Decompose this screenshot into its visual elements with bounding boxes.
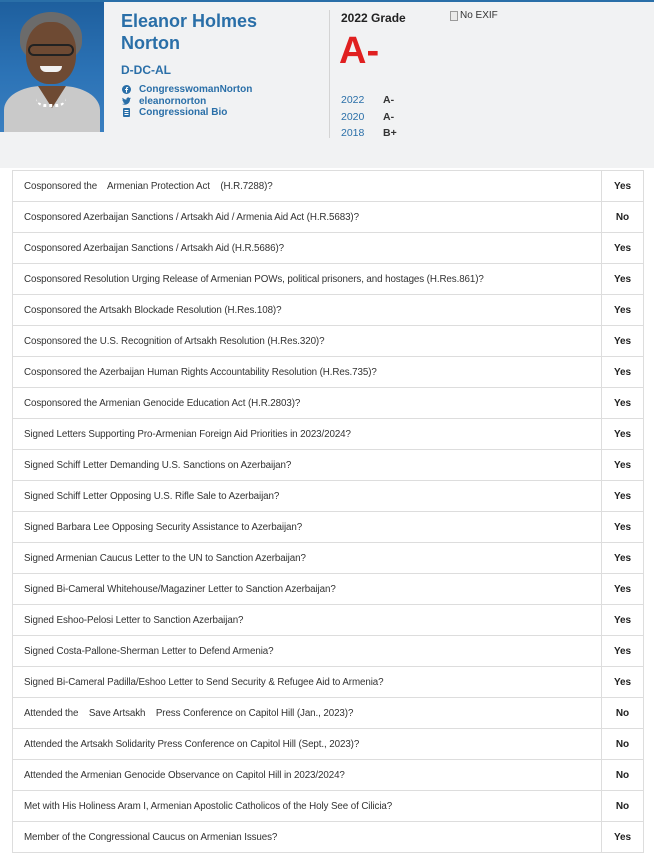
table-row: [12, 605, 644, 636]
scorecard-answer: Yes: [601, 171, 643, 201]
scorecard-answer: No: [601, 791, 643, 821]
table-row: [12, 450, 644, 481]
current-grade: A-: [339, 30, 380, 72]
table-row: [12, 822, 644, 853]
district-label: D-DC-AL: [121, 63, 171, 77]
facebook-label: CongresswomanNorton: [139, 84, 253, 96]
scorecard-question: Met with His Holiness Aram I, Armenian Apostolic Catholicos of the Holy See of Cilicia?: [24, 800, 393, 812]
social-links: [121, 84, 252, 119]
table-row: [12, 543, 644, 574]
scorecard-answer: Yes: [601, 357, 643, 387]
scorecard-answer: Yes: [601, 419, 643, 449]
scorecard-answer: Yes: [601, 264, 643, 294]
scorecard-answer: Yes: [601, 512, 643, 542]
table-row: [12, 481, 644, 512]
scorecard-question: Cosponsored Resolution Urging Release of Armenian POWs, political prisoners, and hostages (H.Res.861)?: [24, 273, 484, 285]
scorecard-question: Signed Bi-Cameral Whitehouse/Magaziner Letter to Sanction Azerbaijan?: [24, 583, 336, 595]
scorecard-answer: Yes: [601, 233, 643, 263]
table-row: [12, 295, 644, 326]
scorecard-question: Cosponsored the U.S. Recognition of Artsakh Resolution (H.Res.320)?: [24, 335, 325, 347]
scorecard-question: Signed Schiff Letter Opposing U.S. Rifle Sale to Azerbaijan?: [24, 490, 280, 502]
congressional-bio-label: Congressional Bio: [139, 107, 228, 119]
scorecard-answer: Yes: [601, 326, 643, 356]
document-icon: [121, 108, 131, 118]
name-line-2: Norton: [121, 33, 180, 53]
scorecard-question: Signed Barbara Lee Opposing Security Assistance to Azerbaijan?: [24, 521, 303, 533]
name-line-1: Eleanor Holmes: [121, 11, 258, 31]
congressional-bio-link[interactable]: [121, 107, 252, 119]
scorecard-question: Signed Letters Supporting Pro-Armenian Foreign Aid Priorities in 2023/2024?: [24, 428, 351, 440]
scorecard-question: Cosponsored the Artsakh Blockade Resolution (H.Res.108)?: [24, 304, 282, 316]
table-row: [12, 357, 644, 388]
scorecard-question: Signed Armenian Caucus Letter to the UN to Sanction Azerbaijan?: [24, 552, 306, 564]
scorecard-answer: No: [601, 698, 643, 728]
facebook-link[interactable]: [121, 84, 252, 96]
table-row: [12, 512, 644, 543]
representative-name: [121, 10, 311, 54]
scorecard-answer: Yes: [601, 388, 643, 418]
grade-history: [341, 92, 397, 142]
profile-header: [0, 2, 654, 168]
scorecard-question: Cosponsored Azerbaijan Sanctions / Artsakh Aid (H.R.5686)?: [24, 242, 284, 254]
scorecard-question: Cosponsored the Armenian Protection Act (H.R.7288)?: [24, 180, 273, 192]
scorecard-question: Member of the Congressional Caucus on Armenian Issues?: [24, 831, 278, 843]
table-row: [12, 667, 644, 698]
grade-value: A-: [383, 94, 395, 107]
table-row: [12, 729, 644, 760]
scorecard-question: Signed Costa-Pallone-Sherman Letter to Defend Armenia?: [24, 645, 274, 657]
scorecard-answer: Yes: [601, 636, 643, 666]
facebook-icon: [121, 85, 131, 95]
grade-value: B+: [383, 127, 397, 140]
table-row: [12, 388, 644, 419]
grade-history-row: [341, 92, 397, 109]
scorecard-answer: No: [601, 202, 643, 232]
scorecard-question: Signed Eshoo-Pelosi Letter to Sanction Azerbaijan?: [24, 614, 244, 626]
grade-year[interactable]: 2022: [341, 94, 365, 107]
table-row: [12, 698, 644, 729]
grade-year[interactable]: 2020: [341, 110, 365, 123]
scorecard-answer: Yes: [601, 605, 643, 635]
scorecard-answer: Yes: [601, 574, 643, 604]
scorecard-question: Signed Schiff Letter Demanding U.S. Sanctions on Azerbaijan?: [24, 459, 292, 471]
broken-image-alt: No EXIF: [460, 10, 498, 21]
table-row: [12, 233, 644, 264]
table-row: [12, 791, 644, 822]
scorecard-answer: Yes: [601, 450, 643, 480]
table-row: [12, 202, 644, 233]
scorecard-answer: Yes: [601, 481, 643, 511]
scorecard-question: Cosponsored Azerbaijan Sanctions / Artsakh Aid / Armenia Aid Act (H.R.5683)?: [24, 211, 359, 223]
scorecard-answer: No: [601, 760, 643, 790]
header-divider: [329, 10, 330, 138]
scorecard-answer: Yes: [601, 543, 643, 573]
scorecard-answer: Yes: [601, 667, 643, 697]
table-row: [12, 419, 644, 450]
scorecard-table: [12, 170, 644, 853]
scorecard-question: Cosponsored the Armenian Genocide Education Act (H.R.2803)?: [24, 397, 301, 409]
table-row: [12, 264, 644, 295]
grade-title: 2022 Grade: [341, 11, 406, 25]
scorecard-question: Cosponsored the Azerbaijan Human Rights Accountability Resolution (H.Res.735)?: [24, 366, 377, 378]
scorecard-question: Attended the Artsakh Solidarity Press Conference on Capitol Hill (Sept., 2023)?: [24, 738, 360, 750]
table-row: [12, 636, 644, 667]
table-row: [12, 574, 644, 605]
scorecard-question: Signed Bi-Cameral Padilla/Eshoo Letter to Send Security & Refugee Aid to Armenia?: [24, 676, 384, 688]
scorecard-answer: Yes: [601, 822, 643, 852]
table-row: [12, 326, 644, 357]
grade-history-row: [341, 109, 397, 126]
scorecard-question: Attended the Armenian Genocide Observance on Capitol Hill in 2023/2024?: [24, 769, 345, 781]
broken-image: [450, 10, 498, 21]
scorecard-answer: No: [601, 729, 643, 759]
scorecard-answer: Yes: [601, 295, 643, 325]
grade-value: A-: [383, 110, 395, 123]
table-row: [12, 760, 644, 791]
broken-image-icon: [450, 11, 458, 21]
twitter-label: eleanornorton: [139, 95, 207, 107]
grade-year[interactable]: 2018: [341, 127, 365, 140]
table-row: [12, 171, 644, 202]
twitter-link[interactable]: [121, 96, 252, 108]
profile-photo: [0, 2, 104, 132]
grade-history-row: [341, 125, 397, 142]
scorecard-question: Attended the Save Artsakh Press Conference on Capitol Hill (Jan., 2023)?: [24, 707, 354, 719]
twitter-icon: [121, 96, 131, 106]
